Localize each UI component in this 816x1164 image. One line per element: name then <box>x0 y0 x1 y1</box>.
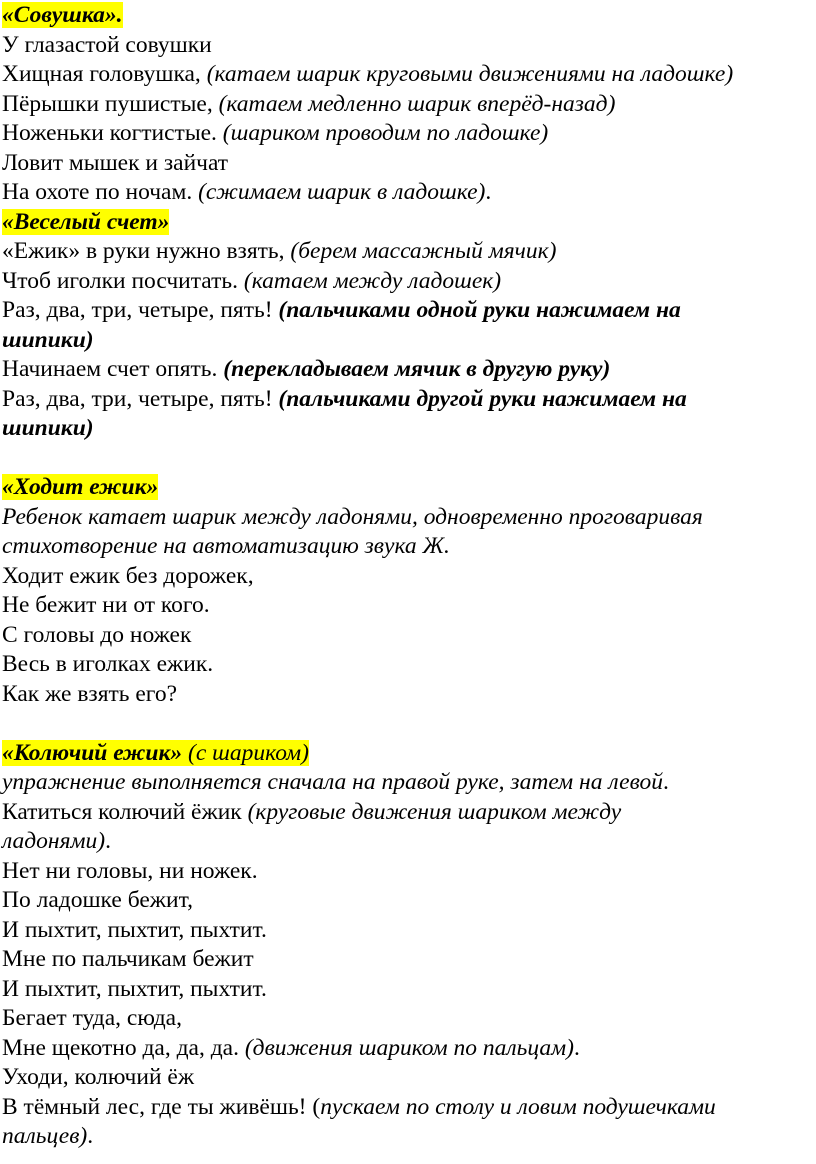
line-note: стихотворение на автоматизацию звука Ж. <box>2 533 450 559</box>
line-tail: . <box>105 828 111 854</box>
instruction-line <box>2 503 816 533</box>
line-note: (берем массажный мячик) <box>290 238 557 264</box>
section-title: «Колючий ежик» <box>2 739 183 766</box>
section-title-line <box>2 1 816 31</box>
line-text: Хищная головушка, <box>2 61 207 87</box>
section-title-line <box>2 208 816 238</box>
blank-line <box>2 444 816 474</box>
line-text: Нет ни головы, ни ножек. <box>2 857 258 884</box>
line-note: ладонями) <box>2 828 106 854</box>
blank-line <box>2 709 816 739</box>
line-note: (катаем медленно шарик вперёд-назад) <box>218 90 616 117</box>
line-note: шипики) <box>2 326 94 353</box>
line-text: У глазастой совушки <box>2 31 212 58</box>
section-khodit-ezhik <box>2 473 816 709</box>
poem-line <box>2 355 816 385</box>
poem-line <box>2 650 816 680</box>
poem-line <box>2 827 816 857</box>
line-note: упражнение выполняется сначала на правой руке, затем на левой <box>2 769 663 795</box>
section-title-line <box>2 739 816 769</box>
section-title: «Совушка». <box>2 2 123 28</box>
line-text: «Ежик» в руки нужно взять, <box>2 238 291 264</box>
poem-line <box>2 621 816 651</box>
line-note: (пальчиками другой руки нажимаем на <box>278 385 687 412</box>
line-text: Раз, два, три, четыре, пять! <box>2 385 279 412</box>
line-note: (катаем между ладошек) <box>243 267 502 294</box>
line-text: Мне щекотно да, да, да. <box>2 1034 245 1061</box>
line-note: (круговые движения шариком между <box>247 798 622 825</box>
section-title-note: (с шариком) <box>182 739 309 766</box>
line-note: (перекладываем мячик в другую руку) <box>223 356 611 382</box>
poem-line <box>2 119 816 149</box>
poem-line <box>2 562 816 592</box>
line-text: Не бежит ни от кого. <box>2 592 210 618</box>
poem-line <box>2 326 816 356</box>
poem-line <box>2 945 816 975</box>
poem-line <box>2 178 816 208</box>
line-text: Пёрышки пушистые, <box>2 90 219 117</box>
poem-line <box>2 31 816 61</box>
line-text: Весь в иголках ежик. <box>2 651 214 677</box>
line-text: Бегает туда, сюда, <box>2 1005 182 1031</box>
line-text: Начинаем счет опять. <box>2 356 224 382</box>
poem-line <box>2 1093 816 1123</box>
section-title-highlight <box>2 740 309 766</box>
line-text: И пыхтит, пыхтит, пыхтит. <box>2 916 267 943</box>
poem-line <box>2 975 816 1005</box>
instruction-line <box>2 768 816 798</box>
poem-line <box>2 1063 816 1093</box>
line-text: Ходит ежик без дорожек, <box>2 562 254 589</box>
line-tail: . <box>87 1123 94 1149</box>
line-tail: . <box>485 179 492 205</box>
poem-line <box>2 149 816 179</box>
line-note: пальцев) <box>2 1123 88 1149</box>
poem-line <box>2 90 816 120</box>
poem-line <box>2 414 816 444</box>
line-text: Катиться колючий ёжик <box>2 798 248 825</box>
poem-line <box>2 237 816 267</box>
line-text: Мне по пальчикам бежит <box>2 946 254 972</box>
line-text: Раз, два, три, четыре, пять! <box>2 297 279 323</box>
line-text: С головы до ножек <box>2 621 192 648</box>
line-text: В тёмный лес, где ты живёшь! ( <box>2 1093 321 1120</box>
section-title: «Веселый счет» <box>2 208 170 235</box>
poem-line <box>2 1122 816 1152</box>
section-veselyi-schet <box>2 208 816 444</box>
poem-line <box>2 591 816 621</box>
line-text: Чтоб иголки посчитать. <box>2 267 244 294</box>
line-note: Ребенок катает шарик между ладонями, одновременно проговаривая <box>2 503 703 530</box>
poem-line <box>2 296 816 326</box>
line-note: (пальчиками одной руки нажимаем на <box>278 297 681 323</box>
instruction-line <box>2 532 816 562</box>
poem-line <box>2 857 816 887</box>
line-text: Ловит мышек и зайчат <box>2 149 229 176</box>
poem-line <box>2 385 816 415</box>
line-tail: . <box>573 1034 580 1061</box>
line-note: пускаем по столу и ловим подушечками <box>320 1093 716 1120</box>
section-title: «Ходит ежик» <box>2 474 159 500</box>
poem-line <box>2 886 816 916</box>
line-text: Ноженьки когтистые. <box>2 120 223 146</box>
poem-line <box>2 1034 816 1064</box>
section-sovushka <box>2 1 816 208</box>
line-note: (движения шариком по пальцам) <box>244 1034 574 1061</box>
section-title-line <box>2 473 816 503</box>
poem-line <box>2 680 816 710</box>
line-note: (катаем шарик круговыми движениями на ладошке) <box>206 61 734 87</box>
line-text: И пыхтит, пыхтит, пыхтит. <box>2 975 267 1002</box>
line-text: Уходи, колючий ёж <box>2 1064 195 1090</box>
poem-line <box>2 1004 816 1034</box>
section-kolyuchii-ezhik <box>2 739 816 1152</box>
line-text: По ладошке бежит, <box>2 887 193 913</box>
line-text: На охоте по ночам. <box>2 179 199 205</box>
line-tail: . <box>662 769 669 795</box>
line-note: шипики) <box>2 415 94 441</box>
line-note: (шариком проводим по ладошке) <box>222 120 549 146</box>
line-text: Как же взять его? <box>2 680 178 707</box>
poem-line <box>2 60 816 90</box>
poem-line <box>2 267 816 297</box>
poem-line <box>2 798 816 828</box>
poem-line <box>2 916 816 946</box>
line-note: (сжимаем шарик в ладошке) <box>198 179 486 205</box>
